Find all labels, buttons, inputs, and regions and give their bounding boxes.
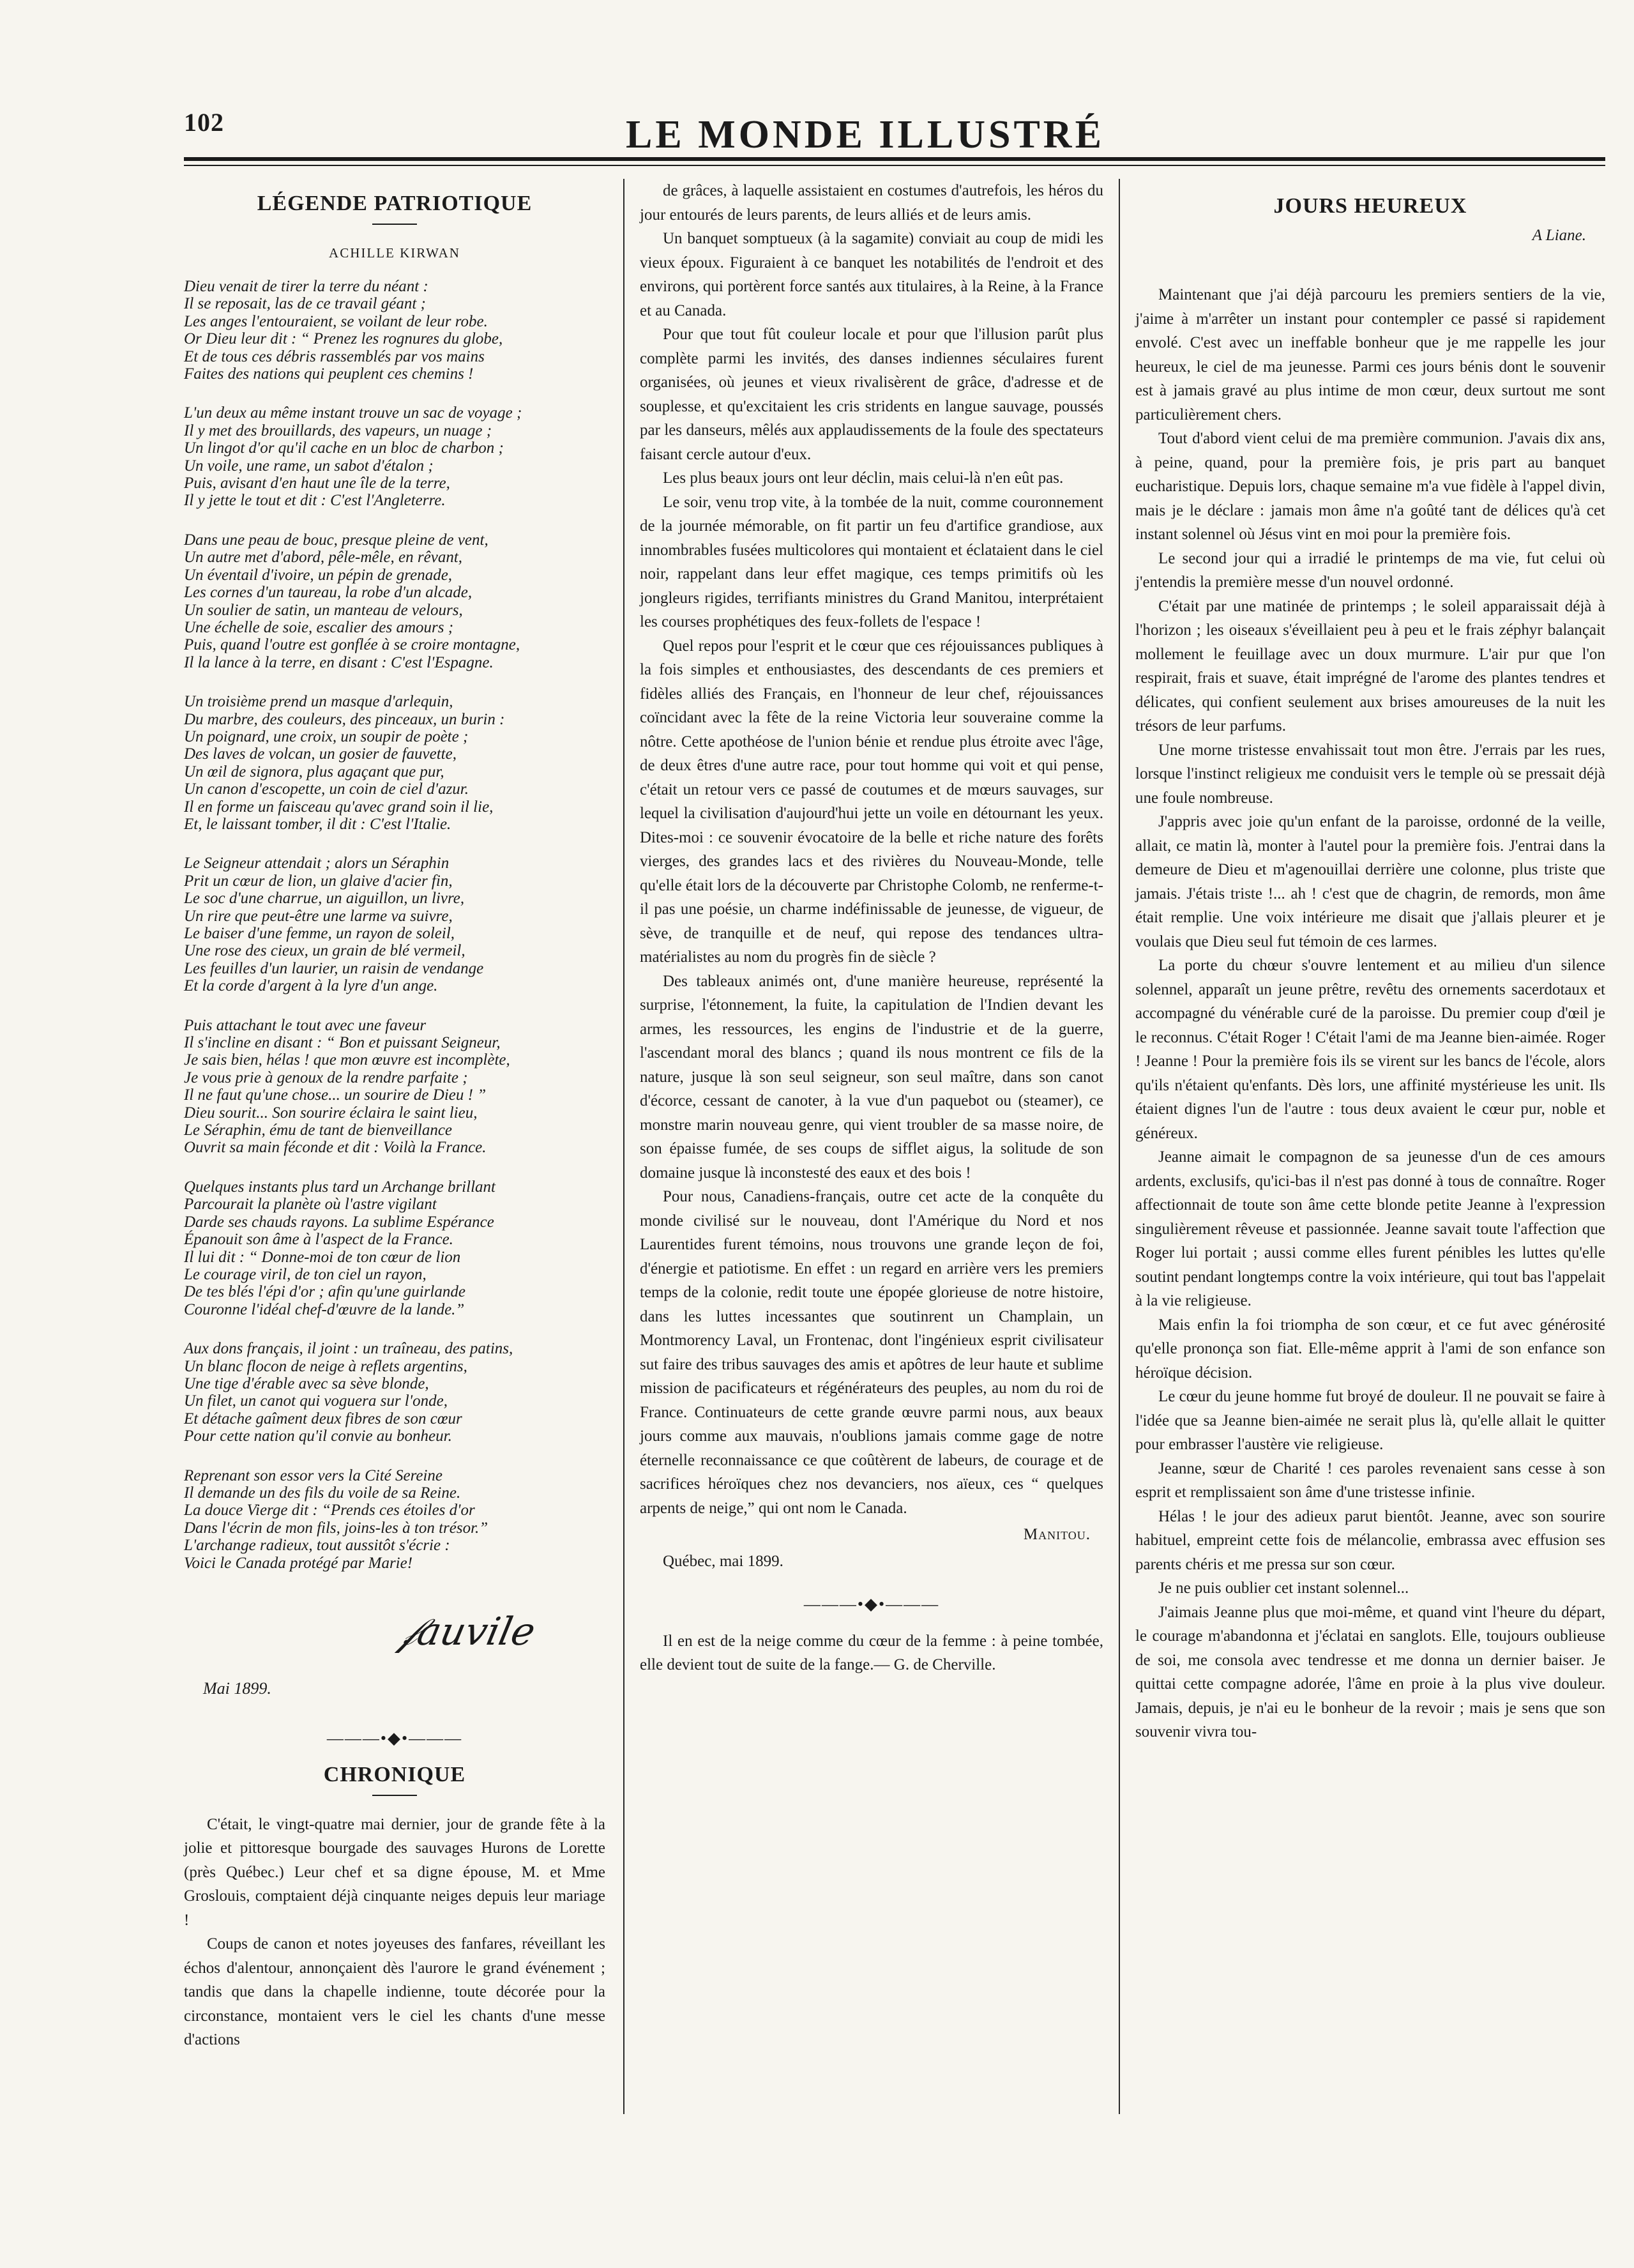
poem-line: Une rose des cieux, un grain de blé vermeil,: [184, 942, 465, 960]
paragraph: Un banquet somptueux (à la sagamite) conviait au coup de midi les vieux époux. Figuraient à ce banquet les notabilités de l'endroit et des environs, qui portèrent force santés aux titulaires, à la Reine, à la France et au Canada.: [640, 230, 1103, 319]
paragraph: Maintenant que j'ai déjà parcouru les premiers sentiers de la vie, j'aime à m'arrêter un instant pour contempler ce passé si rapidement envolé. C'est avec un ineffable bonheur que je me rappelle les jour heureux, le ciel de ma jeunesse. Parmi ces jours bénis dont le souvenir est à jamais gravé au plus intime de mon cœur, deux surtout me sont particulièrement chers.: [1135, 286, 1605, 423]
poem-line: Et, le laissant tomber, il dit : C'est l'Italie.: [184, 815, 451, 833]
poem-line: Et de tous ces débris rassemblés par vos mains: [184, 347, 485, 365]
poem-line: Il demande un des fils du voile de sa Reine.: [184, 1484, 461, 1502]
poem-line: Couronne l'idéal chef-d'œuvre de la lande.”: [184, 1300, 465, 1318]
poem-line: Un filet, un canot qui voguera sur l'onde,: [184, 1392, 448, 1410]
paragraph: de grâces, à laquelle assistaient en costumes d'autrefois, les héros du jour entourés de leurs parents, de leurs alliés et de leurs amis.: [640, 182, 1103, 224]
story-body: [1135, 283, 1605, 1744]
poem-line: Il la lance à la terre, en disant : C'est l'Espagne.: [184, 653, 494, 671]
paragraph: Une morne tristesse envahissait tout mon être. J'errais par les rues, lorsque l'instinct religieux me conduisit vers le temple où se pressait déjà une foule nombreuse.: [1135, 741, 1605, 807]
paragraph: Jeanne aimait le compagnon de sa jeunesse d'un de ces amours ardents, exclusifs, qu'ici-bas il n'est pas donné à tous de connaître. Roger affectionnait de toute son âme cette blonde petite Jeanne à l'expression singulièrement rêveuse et passionnée. Jeanne savait toute l'affection que Roger lui portait ; aussi comme elles furent pénibles les luttes qu'elle soutint pendant longtemps contre la voix intérieure, qui tout bas l'appelait à la vie religieuse.: [1135, 1148, 1605, 1309]
masthead: LE MONDE ILLUSTRÉ: [626, 113, 1105, 156]
poem-line: Le Seigneur attendait ; alors un Séraphin: [184, 855, 450, 872]
poem-line: Le soc d'une charrue, un aiguillon, un livre,: [184, 890, 465, 908]
poem-line: Or Dieu leur dit : “ Prenez les rognures du globe,: [184, 330, 503, 348]
poem-line: Dieu sourit... Son sourire éclaira le saint lieu,: [184, 1104, 478, 1122]
poem-stanza: [184, 1017, 605, 1157]
paragraph: Pour nous, Canadiens-français, outre cet acte de la conquête du monde civilisé sur le nouveau, dont l'Amérique du Nord et nos Laurentides furent témoins, nous trouvons une grande leçon de foi, d'énergie et patiotisme. En effet : un regard en arrière vers les premiers temps de la colonie, redit toute une épopée glorieuse de notre histoire, dans les luttes incessantes que soutinrent un Champlain, un Montmorency Laval, un Frontenac, dont l'ingénieux esprit civilisateur sut faire des tribus sauvages des amis et apôtres de leur haute et sublime mission de pacificateurs et régénérateurs des peuples, au nom du roi de France. Continuateurs de cette grande œuvre parmi nous, aux beaux jours comme aux mauvais, n'oublions jamais comme gage de notre éternelle reconnaissance ce que coûtèrent de labeurs, de courage et de sacrifices héroïques chez nos devanciers, nos aïeux, ces “ quelques arpents de neige,” qui ont nom le Canada.: [640, 1188, 1103, 1517]
poem-line: Un éventail d'ivoire, un pépin de grenade,: [184, 566, 453, 584]
paragraph: Le soir, venu trop vite, à la tombée de la nuit, comme couronnement de la journée mémorable, on fit partir un feu d'artifice grandiose, aux innombrables fusées multicolores qui montaient et éclataient dans le ciel noir, rappelant dans leur effet magique, ces temps primitifs où les jongleurs rigides, terrifiants ministres du Grand Manitou, interprétaient les courses prophétiques des feux-follets de l'espace !: [640, 493, 1103, 630]
poem-line: Un autre met d'abord, pêle-mêle, en rêvant,: [184, 549, 463, 567]
poem-line: Un rire que peut-être une larme va suivre,: [184, 907, 453, 925]
poem-line: Dans l'écrin de mon fils, joins-les à ton trésor.”: [184, 1519, 488, 1537]
poem-stanza: [184, 404, 605, 509]
poem-line: Une tige d'érable avec sa sève blonde,: [184, 1374, 429, 1392]
poem-line: Pour cette nation qu'il convie au bonheur.: [184, 1427, 452, 1445]
poem-line: Puis attachant le tout avec une faveur: [184, 1016, 427, 1034]
poem-line: Je sais bien, hélas ! que mon œuvre est incomplète,: [184, 1051, 510, 1069]
poem-line: Aux dons français, il joint : un traîneau, des patins,: [184, 1340, 513, 1358]
closing-note-text: Il en est de la neige comme du cœur de la femme : à peine tombée, elle devient tout de suite de la fange.— G. de Cherville.: [640, 1632, 1103, 1673]
poem-line: Voici le Canada protégé par Marie!: [184, 1554, 413, 1572]
paragraph: Tout d'abord vient celui de ma première communion. J'avais dix ans, à peine, quand, pour la première fois, je pris part au banquet eucharistique. Depuis lors, chaque semaine m'a vue fidèle à l'appel divin, mais je le déclare : jamais mon âme n'a goûté tant de délices qu'à cet instant solennel où Jésus vint en moi pour la première fois.: [1135, 430, 1605, 543]
poem-stanza: [184, 531, 605, 671]
article-signature: Manitou.: [1023, 1526, 1091, 1543]
paragraph: Quel repos pour l'esprit et le cœur que ces réjouissances publiques à la fois simples et enthousiastes, des descendants de ces premiers et fidèles alliés des Français, en l'honneur de leur chef, réjouissances coïncidant avec la fête de la reine Victoria leur souveraine comme la nôtre. Cette apothéose de l'union bénie et rendue plus étroite avec l'âge, de deux êtres d'une autre race, pour tout homme qui voit et qui pense, c'était un retour vers ce passé de coutumes et de mœurs sauvages, sur lequel la civilisation d'aujourd'hui jette un voile en détournant les yeux. Dites-moi : ce souvenir évocatoire de la belle et riche nature des forêts vierges, des grandes lacs et des rivières du Nouveau-Monde, telle qu'elle était lors de la découverte par Christophe Colomb, ne renferme-t-il pas une poésie, un charme indéfinissable de jeunesse, de vigueur, de sève, de tranquille et de neuf, qui repose des tendances ultra-matérialistes au nom du progrès fin de siècle ?: [640, 637, 1103, 966]
paragraph: Pour que tout fût couleur locale et pour que l'illusion parût plus complète parmi les invités, des danses indiennes séculaires furent organisées, où jeunes et vieux rivalisèrent de grâce, d'adresse et de souplesse, et qu'excitaient les cris stridents en langue sauvage, poussés par les danseurs, mêlés aux applaudissements de la foule des spectateurs faisant cercle autour d'eux.: [640, 326, 1103, 463]
paragraph: Les plus beaux jours ont leur déclin, mais celui-là n'en eût pas.: [663, 469, 1064, 487]
paragraph: Mais enfin la foi triompha de son cœur, et ce fut avec générosité qu'elle prononça son fiat. Elle-même apprit à l'ami de son enfance son héroïque décision.: [1135, 1316, 1605, 1381]
poem-line: Et la corde d'argent à la lyre d'un ange.: [184, 977, 438, 995]
poem-line: Il en forme un faisceau qu'avec grand soin il lie,: [184, 798, 494, 816]
paragraph: Coups de canon et notes joyeuses des fanfares, réveillant les échos d'alentour, annonçaient dès l'aurore le grand événement ; tandis que dans la chapelle indienne, toute décorée pour la circonstance, montaient vers le ciel les chants d'une messe d'actions: [184, 1935, 605, 2048]
poem-line: Le Séraphin, ému de tant de bienveillance: [184, 1122, 453, 1139]
poem-line: Puis, avisant d'en haut une île de la terre,: [184, 475, 450, 492]
dedication: A Liane.: [1532, 226, 1586, 244]
column-right: [1135, 179, 1605, 1744]
title-rule: [372, 224, 417, 225]
paragraph: Hélas ! le jour des adieux parut bientôt. Jeanne, avec son sourire habituel, empreint cette fois de mélancolie, embrassa avec effusion ses parents chéris et me pressa sur son cœur.: [1135, 1507, 1605, 1573]
paragraph: Le cœur du jeune homme fut broyé de douleur. Il ne pouvait se faire à l'idée que sa Jeanne bien-aimée ne serait plus là, qu'elle allait le quitter pour embrasser l'austère vie religieuse.: [1135, 1388, 1605, 1453]
poem-line: La douce Vierge dit : “Prends ces étoiles d'or: [184, 1502, 475, 1519]
poem-line: Le courage viril, de ton ciel un rayon,: [184, 1265, 427, 1283]
poem-line: Parcourait la planète où l'astre vigilant: [184, 1196, 437, 1214]
chronique-continued: [640, 179, 1103, 1520]
poem-line: Il lui dit : “ Donne-moi de ton cœur de lion: [184, 1248, 461, 1266]
poem-line: Il se reposait, las de ce travail géant ;: [184, 295, 426, 313]
poem-line: Puis, quand l'outre est gonflée à se croire montagne,: [184, 636, 520, 654]
poem-line: Épanouit son âme à l'aspect de la France.: [184, 1231, 453, 1249]
ornament-divider: ———•◆•———: [326, 1728, 463, 1747]
poem-line: Darde ses chauds rayons. La sublime Espérance: [184, 1213, 494, 1231]
poem-line: Il y met des brouillards, des vapeurs, un nuage ;: [184, 422, 492, 439]
poem-line: Un troisième prend un masque d'arlequin,: [184, 693, 453, 711]
poem-stanza: [184, 1340, 605, 1445]
page-number: 102: [184, 108, 224, 137]
chronique-title: CHRONIQUE: [323, 1763, 466, 1786]
poem-line: Un œil de signora, plus agaçant que pur,: [184, 763, 444, 780]
poem-line: Des laves de volcan, un gosier de fauvette,: [184, 745, 457, 763]
poem-line: Du marbre, des couleurs, des pinceaux, un burin :: [184, 710, 505, 728]
closing-note: [640, 1629, 1103, 1677]
paragraph: Je ne puis oublier cet instant solennel...: [1158, 1579, 1409, 1597]
poem-line: Je vous prie à genoux de la rendre parfaite ;: [184, 1069, 468, 1086]
poem-line: Dieu venait de tirer la terre du néant :: [184, 278, 428, 295]
paragraph: Jeanne, sœur de Charité ! ces paroles revenaient sans cesse à son esprit et remplissaient son âme d'une tristesse infinie.: [1135, 1459, 1605, 1501]
title-rule: [372, 1795, 417, 1796]
poem-line: Un lingot d'or qu'il cache en un bloc de charbon ;: [184, 439, 504, 457]
poem-line: Un poignard, une croix, un soupir de poète ;: [184, 727, 469, 745]
story-title: JOURS HEUREUX: [1273, 194, 1467, 218]
poem-line: Quelques instants plus tard un Archange brillant: [184, 1178, 495, 1196]
paragraph: J'appris avec joie qu'un enfant de la paroisse, ordonné de la veille, allait, ce matin là, monter à l'autel pour la première fois. J'entrai dans la demeure de Dieu et m'agenouillai derrière une colonne, plus triste que jamais. J'étais triste !... ah ! c'est que de chagrin, de remords, mon âme était remplie. Une voix intérieure me disait que j'allais pleurer et je voulais que Dieu seul fut témoin de ces larmes.: [1135, 813, 1605, 950]
poem-line: Les anges l'entouraient, se voilant de leur robe.: [184, 312, 488, 330]
poem-author: ACHILLE KIRWAN: [329, 245, 460, 261]
paragraph: J'aimais Jeanne plus que moi-même, et quand vint l'heure du départ, le courage m'abandonna et j'éclatai en sanglots. Elle, toujours oublieuse de soi, me consola avec tendresse et me donna un dernier baiser. Je quittai cette compagne adorée, l'âme en proie à la plus vive douleur. Jamais, depuis, je n'ai eu le bonheur de la revoir ; mais je sens que son souvenir vivra tou-: [1135, 1603, 1605, 1740]
header-rule-thin: [184, 165, 1605, 166]
column-separator: [1119, 179, 1120, 2114]
poem-stanza: [184, 855, 605, 994]
poem-line: Un canon d'escopette, un coin de ciel d'azur.: [184, 780, 469, 798]
paragraph: C'était, le vingt-quatre mai dernier, jour de grande fête à la jolie et pittoresque bourgade des sauvages Hurons de Lorette (près Québec.) Leur chef et sa digne épouse, M. et Mme Groslouis, comptaient déjà cinquante neiges depuis leur mariage !: [184, 1815, 605, 1929]
poem-line: Un blanc flocon de neige à reflets argentins,: [184, 1357, 467, 1375]
ornament-divider: ———•◆•———: [803, 1595, 940, 1613]
poem-line: Faites des nations qui peuplent ces chemins !: [184, 365, 474, 383]
handwritten-signature: 𝒻auvile: [396, 1610, 540, 1654]
column-middle: [640, 179, 1103, 1677]
poem-line: Les cornes d'un taureau, la robe d'un alcade,: [184, 584, 473, 602]
paragraph: Des tableaux animés ont, d'une manière heureuse, représenté la surprise, l'étonnement, la fuite, la capitulation de l'Indien devant les armes, les ressources, les engins de l'industrie et de la guerre, l'ascendant moral des blancs ; quand ils nous montrent ce fils de la nature, jusque là son seul seigneur, son seul maître, dans son canot d'écorce, cessant de canoter, à la vue d'un paquebot ou (steamer), ce monstre marin nouveau genre, qui vient troubler de sa masse noire, de son épaisse fumée, de ses coups de sifflet aigus, la solitude de son domaine jusque là inconstesté des eaux et des bois !: [640, 972, 1103, 1182]
column-left: [184, 179, 605, 2052]
poem-line: De tes blés l'épi d'or ; afin qu'une guirlande: [184, 1283, 465, 1301]
poem-stanza: [184, 1467, 605, 1572]
header-rule: [184, 157, 1605, 161]
paragraph: C'était par une matinée de printemps ; le soleil apparaissait déjà à l'horizon ; les oiseaux s'éveillaient peu à peu et le frais zéphyr balançait mollement le feuillage avec un doux murmure. L'air pur que l'on respirait, frais et suave, était imprégné de l'arome des plantes tendres et délicates, qui confient seulement aux brises amoureuses de la nuit les trésors de leur parfums.: [1135, 597, 1605, 734]
poem-line: L'un deux au même instant trouve un sac de voyage ;: [184, 404, 522, 422]
poem-line: Il s'incline en disant : “ Bon et puissant Seigneur,: [184, 1034, 501, 1052]
poem-line: L'archange radieux, tout aussitôt s'écrie :: [184, 1537, 450, 1555]
poem-line: Il y jette le tout et dit : C'est l'Angleterre.: [184, 492, 446, 510]
poem-line: Ouvrit sa main féconde et dit : Voilà la France.: [184, 1139, 487, 1157]
poem-stanza: [184, 693, 605, 833]
poem-stanza: [184, 1178, 605, 1318]
poem-title: LÉGENDE PATRIOTIQUE: [257, 192, 533, 215]
poem-line: Dans une peau de bouc, presque pleine de vent,: [184, 531, 488, 549]
poem-line: Une échelle de soie, escalier des amours ;: [184, 618, 454, 636]
poem-date: Mai 1899.: [203, 1679, 271, 1698]
paragraph: La porte du chœur s'ouvre lentement et au milieu d'un silence solennel, apparaît un jeune prêtre, revêtu des ornements sacerdotaux et accompagné du vénérable curé de la paroisse. Du premier coup d'œil je le reconnus. C'était Roger ! C'était l'ami de ma Jeanne bien-aimée. Roger ! Jeanne ! Pour la première fois ils se virent sur les bancs de l'école, alors qu'ils n'étaient qu'enfants. Dès lors, une affinité mystérieuse les unit. Ils étaient dignes l'un de l'autre : tous deux avaient le cœur pur, noble et généreux.: [1135, 957, 1605, 1142]
poem-line: Le baiser d'une femme, un rayon de soleil,: [184, 925, 455, 942]
column-separator: [623, 179, 624, 2114]
poem-line: Et détache gaîment deux fibres de son cœur: [184, 1410, 462, 1427]
poem-line: Prit un cœur de lion, un glaive d'acier fin,: [184, 872, 453, 890]
chronique-body: [184, 1813, 605, 2052]
place-date: Québec, mai 1899.: [663, 1552, 783, 1570]
poem: [184, 278, 605, 1572]
poem-line: Il ne faut qu'une chose... un sourire de Dieu ! ”: [184, 1086, 487, 1104]
paragraph: Le second jour qui a irradié le printemps de ma vie, fut celui où j'entendis la première messe d'un nouvel ordonné.: [1135, 549, 1605, 591]
poem-line: Les feuilles d'un laurier, un raisin de vendange: [184, 959, 484, 977]
page-header: [0, 0, 1634, 172]
poem-line: Un voile, une rame, un sabot d'étalon ;: [184, 457, 434, 475]
poem-line: Un soulier de satin, un manteau de velours,: [184, 601, 463, 619]
poem-line: Reprenant son essor vers la Cité Sereine: [184, 1466, 443, 1484]
poem-stanza: [184, 278, 605, 383]
